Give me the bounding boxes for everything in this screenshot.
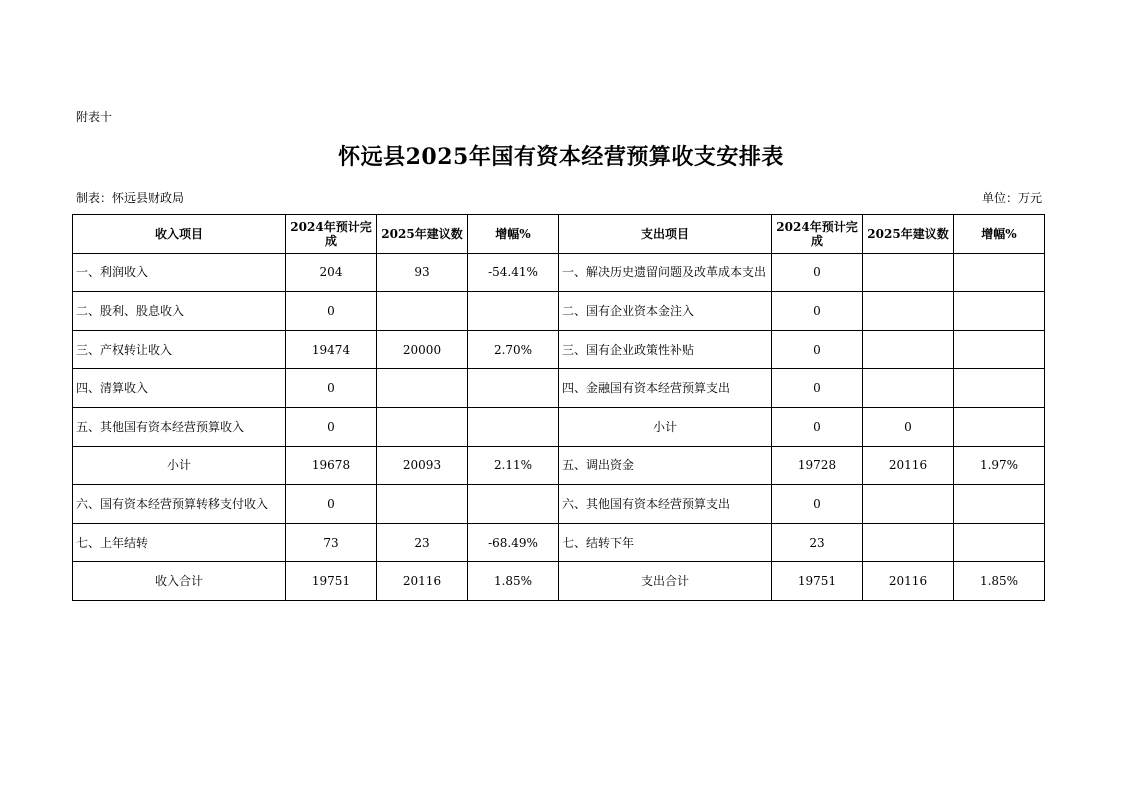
expense-item: 三、国有企业政策性补贴 [559,330,772,369]
annex-label: 附表十 [76,110,113,124]
expense-growth: 1.97% [954,446,1045,485]
income-2024: 204 [286,253,377,292]
income-total-2025: 20116 [377,562,468,601]
table-row [73,253,1045,292]
expense-total-label: 支出合计 [559,562,772,601]
expense-subtotal-2025: 0 [863,407,954,446]
income-subtotal-2025: 20093 [377,446,468,485]
expense-2025 [863,485,954,524]
expense-item: 五、调出资金 [559,446,772,485]
header-row [73,215,1045,254]
income-2024: 0 [286,369,377,408]
expense-subtotal-growth [954,407,1045,446]
page-title: 怀远县2025年国有资本经营预算收支安排表 [338,144,784,170]
expense-2025 [863,292,954,331]
income-2025 [377,485,468,524]
table-row [73,330,1045,369]
expense-item: 二、国有企业资本金注入 [559,292,772,331]
income-2025 [377,407,468,446]
income-item: 一、利润收入 [73,253,286,292]
income-growth: 2.70% [468,330,559,369]
income-total-label: 收入合计 [73,562,286,601]
expense-growth [954,523,1045,562]
expense-total-growth: 1.85% [954,562,1045,601]
income-item: 六、国有资本经营预算转移支付收入 [73,485,286,524]
header-income-2025: 2025年建议数 [377,215,468,254]
income-2024: 0 [286,292,377,331]
table-row [73,485,1045,524]
expense-2024: 19728 [772,446,863,485]
expense-item: 一、解决历史遗留问题及改革成本支出 [559,253,772,292]
table-maker: 制表：怀远县财政局 [76,191,185,205]
income-item: 四、清算收入 [73,369,286,408]
expense-item: 四、金融国有资本经营预算支出 [559,369,772,408]
table-row [73,407,1045,446]
income-item: 二、股利、股息收入 [73,292,286,331]
expense-2025 [863,253,954,292]
header-income-2024: 2024年预计完成 [286,215,377,254]
expense-growth [954,253,1045,292]
expense-item: 七、结转下年 [559,523,772,562]
header-income-growth: 增幅% [468,215,559,254]
income-2024: 0 [286,407,377,446]
income-total-growth: 1.85% [468,562,559,601]
budget-table [72,214,1045,601]
income-2024: 0 [286,485,377,524]
income-growth: -54.41% [468,253,559,292]
expense-2024: 0 [772,253,863,292]
income-2024: 19474 [286,330,377,369]
income-growth [468,485,559,524]
expense-2025 [863,523,954,562]
expense-total-2025: 20116 [863,562,954,601]
expense-2024: 23 [772,523,863,562]
expense-subtotal-label: 小计 [559,407,772,446]
income-item: 五、其他国有资本经营预算收入 [73,407,286,446]
expense-2025: 20116 [863,446,954,485]
header-expense-item: 支出项目 [559,215,772,254]
header-expense-2025: 2025年建议数 [863,215,954,254]
income-subtotal-label: 小计 [73,446,286,485]
total-row [73,562,1045,601]
table-row [73,369,1045,408]
expense-growth [954,369,1045,408]
table-row [73,523,1045,562]
expense-2024: 0 [772,369,863,408]
header-expense-growth: 增幅% [954,215,1045,254]
income-growth: -68.49% [468,523,559,562]
income-item: 三、产权转让收入 [73,330,286,369]
table-row [73,292,1045,331]
income-2025 [377,292,468,331]
income-growth [468,407,559,446]
table-row [73,446,1045,485]
income-2025: 20000 [377,330,468,369]
expense-growth [954,485,1045,524]
income-total-2024: 19751 [286,562,377,601]
expense-2025 [863,369,954,408]
income-growth [468,292,559,331]
income-subtotal-2024: 19678 [286,446,377,485]
income-2025: 23 [377,523,468,562]
income-2025: 93 [377,253,468,292]
income-growth [468,369,559,408]
income-2025 [377,369,468,408]
expense-subtotal-2024: 0 [772,407,863,446]
expense-growth [954,330,1045,369]
expense-2025 [863,330,954,369]
income-item: 七、上年结转 [73,523,286,562]
expense-2024: 0 [772,292,863,331]
income-subtotal-growth: 2.11% [468,446,559,485]
expense-2024: 0 [772,330,863,369]
unit-label: 单位：万元 [981,191,1042,205]
header-income-item: 收入项目 [73,215,286,254]
header-expense-2024: 2024年预计完成 [772,215,863,254]
income-2024: 73 [286,523,377,562]
expense-2024: 0 [772,485,863,524]
expense-growth [954,292,1045,331]
expense-item: 六、其他国有资本经营预算支出 [559,485,772,524]
expense-total-2024: 19751 [772,562,863,601]
